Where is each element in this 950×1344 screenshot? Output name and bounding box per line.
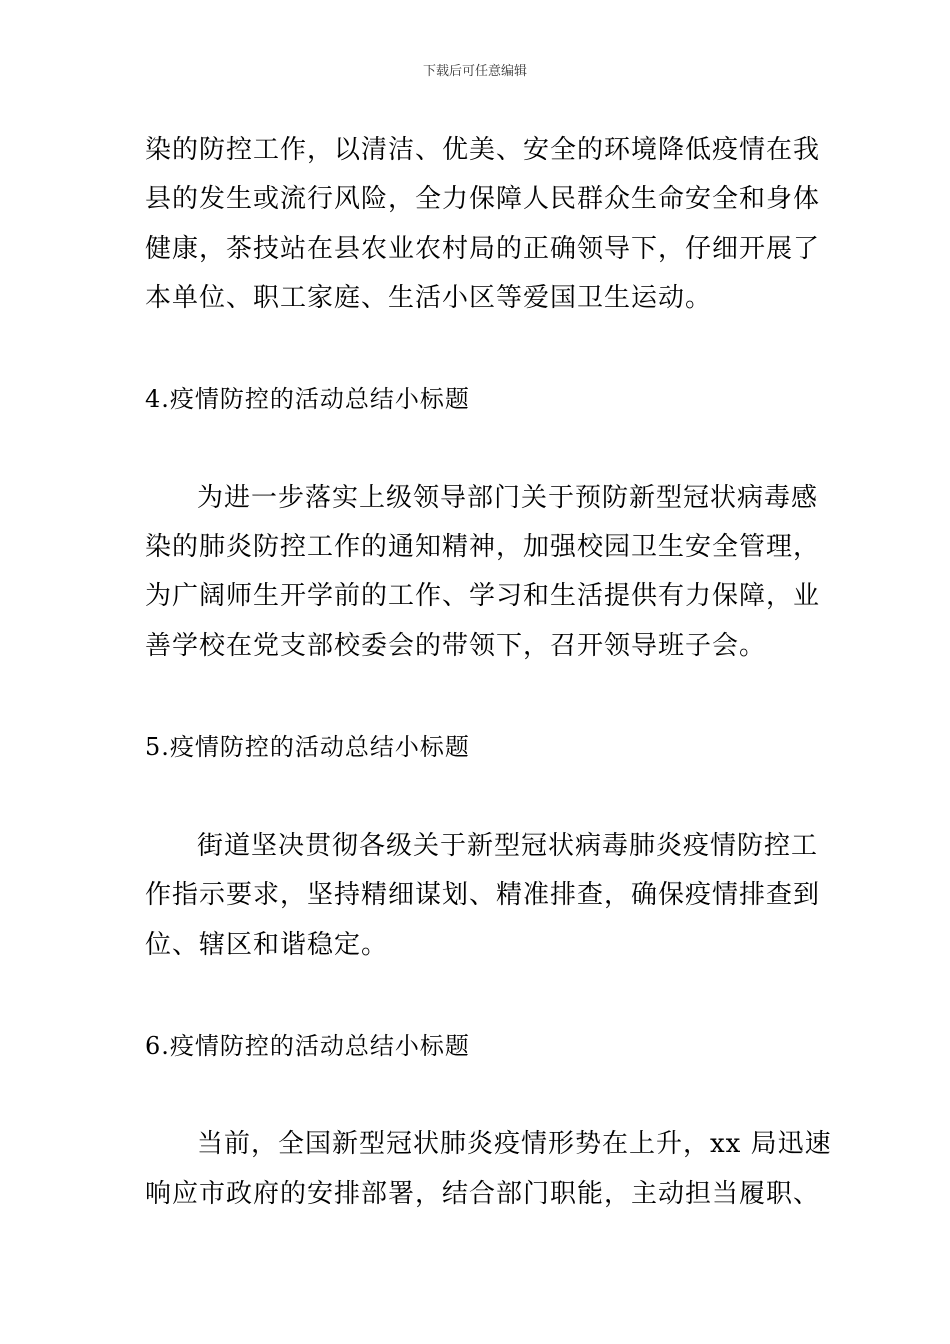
paragraph-line: 为进一步落实上级领导部门关于预防新型冠状病毒感	[197, 483, 819, 513]
paragraph-line: 健康，茶技站在县农业农村局的正确领导下，仔细开展了	[145, 234, 821, 264]
paragraph-line: 染的肺炎防控工作的通知精神，加强校园卫生安全管理，	[145, 532, 821, 562]
paragraph-line: 本单位、职工家庭、生活小区等爱国卫生运动。	[145, 283, 713, 313]
paragraph-line: 作指示要求，坚持精细谋划、精准排查，确保疫情排查到	[145, 880, 821, 910]
section-heading-4: 4.疫情防控的活动总结小标题	[145, 385, 470, 413]
paragraph-line: 为广阔师生开学前的工作、学习和生活提供有力保障，业	[145, 581, 821, 611]
page-header: 下载后可任意编辑	[422, 64, 527, 79]
paragraph-line: 染的防控工作，以清洁、优美、安全的环境降低疫情在我	[145, 135, 821, 165]
paragraph-line: 街道坚决贯彻各级关于新型冠状病毒肺炎疫情防控工	[197, 831, 819, 861]
section-heading-5: 5.疫情防控的活动总结小标题	[145, 733, 470, 761]
paragraph-line: 善学校在党支部校委会的带领下，召开领导班子会。	[145, 631, 767, 661]
paragraph-line: 当前，全国新型冠状肺炎疫情形势在上升，xx 局迅速	[197, 1129, 832, 1159]
section-heading-6: 6.疫情防控的活动总结小标题	[145, 1032, 470, 1060]
paragraph-line: 响应市政府的安排部署，结合部门职能，主动担当履职、	[145, 1179, 821, 1209]
paragraph-line: 县的发生或流行风险，全力保障人民群众生命安全和身体	[145, 184, 821, 214]
paragraph-line: 位、辖区和谐稳定。	[145, 930, 389, 960]
